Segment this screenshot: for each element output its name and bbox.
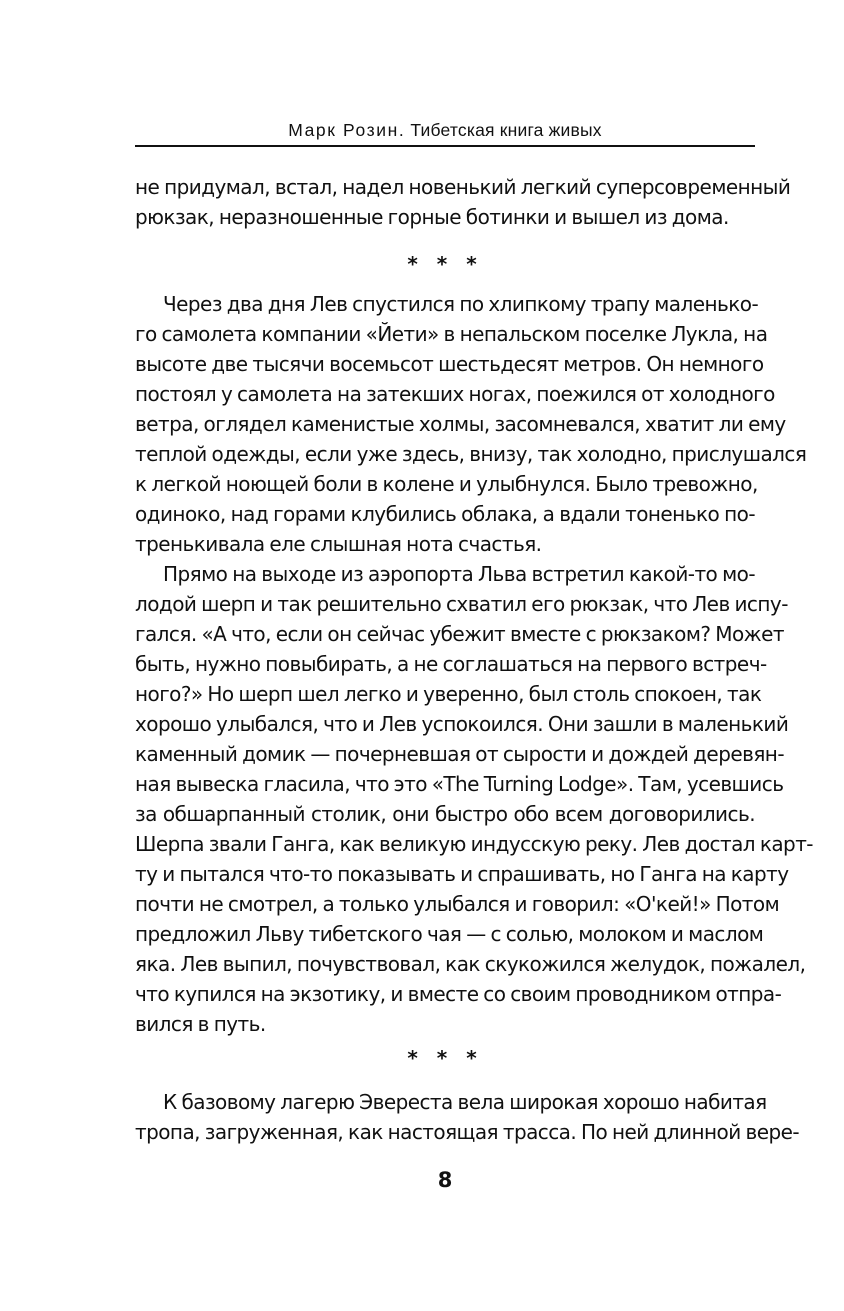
paragraph-everest (135, 1087, 800, 1147)
text-line: вился в путь. (135, 1012, 266, 1036)
text-line: почти не смотрел, а только улыбался и говорил: «О'кей!» Потом (135, 892, 780, 916)
section-separator: * * * (407, 1046, 483, 1070)
text-line: за обшарпанный столик, они быстро обо всем договорились. (135, 802, 755, 826)
text-line: ту и пытался что-то показывать и спрашивать, но Ганга на карту (135, 862, 789, 886)
text-line: Шерпа звали Ганга, как великую индусскую реку. Лев достал карт- (135, 832, 813, 856)
paragraph-arrival (135, 289, 807, 559)
text-line: гался. «А что, если он сейчас убежит вместе с рюкзаком? Может (135, 622, 784, 646)
running-head-author: Марк Розин. (288, 120, 406, 140)
text-line: ветра, оглядел каменистые холмы, засомневался, хватит ли ему (135, 412, 786, 436)
text-line: одиноко, над горами клубились облака, а вдали тоненько по- (135, 502, 755, 526)
text-line: тропа, загруженная, как настоящая трасса. По ней длинной вере- (135, 1120, 800, 1144)
page-number: 8 (437, 1168, 453, 1192)
paragraph-continued (135, 172, 791, 232)
text-line: Через два дня Лев спустился по хлипкому трапу маленько- (163, 292, 759, 316)
text-line: яка. Лев выпил, почувствовал, как скукожился желудок, пожалел, (135, 952, 806, 976)
text-line: лодой шерп и так решительно схватил его рюкзак, что Лев испу- (135, 592, 788, 616)
text-line: К базовому лагерю Эвереста вела широкая хорошо набитая (163, 1090, 767, 1114)
text-line: Прямо на выходе из аэропорта Льва встретил какой-то мо- (163, 562, 755, 586)
text-line: ного?» Но шерп шел легко и уверенно, был столь спокоен, так (135, 682, 762, 706)
running-head-title: Тибетская книга живых (410, 120, 602, 140)
section-separator: * * * (407, 252, 483, 276)
text-line: высоте две тысячи восемьсот шестьдесят метров. Он немного (135, 352, 764, 376)
text-line: постоял у самолета на затекших ногах, поежился от холодного (135, 382, 775, 406)
text-line: рюкзак, неразношенные горные ботинки и вышел из дома. (135, 205, 729, 229)
running-head (135, 115, 755, 145)
text-line: не придумал, встал, надел новенький легкий суперсовременный (135, 175, 791, 199)
text-line: к легкой ноющей боли в колене и улыбнулся. Было тревожно, (135, 472, 758, 496)
text-line: теплой одежды, если уже здесь, внизу, так холодно, прислушался (135, 442, 807, 466)
text-line: каменный домик — почерневшая от сырости и дождей деревян- (135, 742, 785, 766)
text-line: ная вывеска гласила, что это «The Turning Lodge». Там, усевшись (135, 772, 784, 796)
text-line: что купился на экзотику, и вместе со своим проводником отпра- (135, 982, 782, 1006)
text-line: быть, нужно повыбирать, а не соглашаться на первого встреч- (135, 652, 767, 676)
text-line: тренькивала еле слышная нота счастья. (135, 532, 542, 556)
text-line: предложил Льву тибетского чая — с солью, молоком и маслом (135, 922, 764, 946)
text-line: хорошо улыбался, что и Лев успокоился. Они зашли в маленький (135, 712, 789, 736)
text-line: го самолета компании «Йети» в непальском поселке Лукла, на (135, 322, 768, 346)
paragraph-sherpa (135, 559, 813, 1039)
header-rule (135, 145, 755, 147)
